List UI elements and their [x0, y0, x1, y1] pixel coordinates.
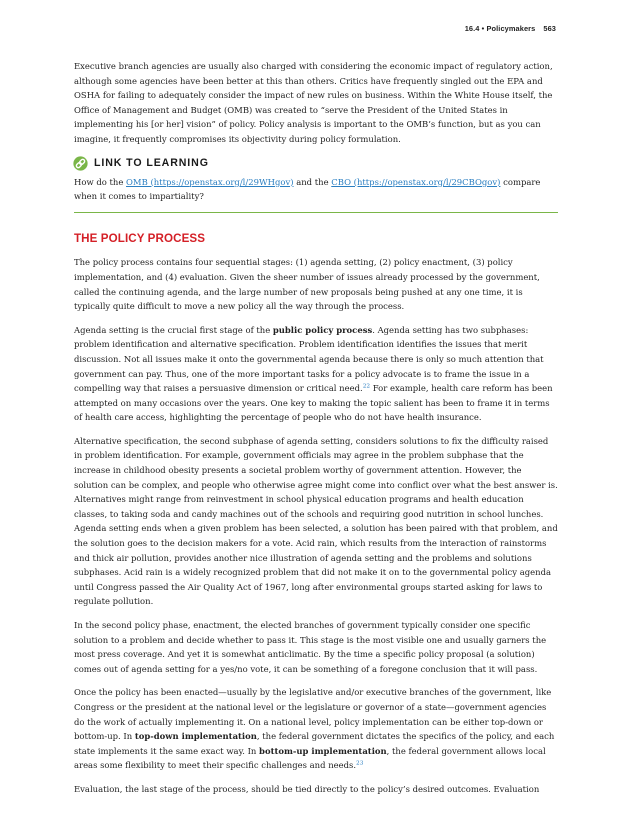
key-term-public-policy-process: public policy process [272, 324, 373, 335]
cbo-link[interactable]: CBO (https://openstax.org/l/29CBOgov) [331, 176, 501, 187]
link-to-learning-text: How do the OMB (https://openstax.org/l/29WHgov) and the CBO (https://openstax.org/l/29CBOgov) compare when it comes to impartiality? [74, 176, 541, 202]
main-content [74, 59, 558, 806]
chapter-section: 16.4 • Policymakers [464, 24, 536, 33]
paragraph-alternative-specification: Alternative specification, the second subphase of agenda setting, considers solutions to fix the difficulty raised in problem identification. For example, government officials may agree in the problem subphase that the increase in childhood obesity presents a societal problem worthy of government attention. However, the solution can be complex, and people who otherwise agree might come into conflict over what the best answer is. Alternatives might range from reinvestment in school physical education programs and health education classes, to taking soda and candy machines out of the schools and requiring good nutrition in school lunches. Agenda setting ends when a given problem has been selected, a solution has been paired with that problem, and the solution goes to the decision makers for a vote. Acid rain, which results from the interaction of rainstorms and thick air pollution, provides another nice illustration of agenda setting and the problems and solutions subphases. Acid rain is a widely recognized problem that did not make it on to the governmental policy agenda until Congress passed the Air Quality Act of 1967, long after environmental groups started asking for laws to regulate pollution. [74, 435, 558, 607]
key-term-top-down: top-down implementation [134, 731, 257, 742]
page-number: 563 [543, 24, 556, 33]
footnote-ref-23[interactable]: 23 [356, 760, 364, 767]
paragraph-evaluation: Evaluation, the last stage of the process, should be tied directly to the policy’s desired outcomes. Evaluation [74, 783, 540, 794]
paragraph-stages: The policy process contains four sequential stages: (1) agenda setting, (2) policy enactment, (3) policy implementation, and (4) evaluation. Given the sheer number of issues already processed by the government, called the continuing agenda, and the large number of new proposals being pushed at any one time, it is typically quite difficult to move a new policy all the way through the process. [74, 257, 540, 312]
link-to-learning-header [73, 156, 558, 172]
link-to-learning-title: LINK TO LEARNING [94, 157, 209, 170]
paragraph-implementation: Once the policy has been enacted—usually by the legislative and/or executive branches of the government, like Congress or the president at the national level or the legislature or governor of a state—government agencies do the work of actually implementing it. On a national level, policy implementation can be either top-down or bottom-up. In top-down implementation, the federal government dictates the specifics of the policy, and each state implements it the same exact way. In bottom-up implementation, the federal government allows local areas some flexibility to meet their specific challenges and needs.$^{23}$ [74, 687, 555, 771]
paragraph-enactment: In the second policy phase, enactment, the elected branches of government typically consider one specific solution to a problem and decide whether to pass it. This stage is the most visible one and usually garners the most press coverage. And yet it is somewhat anticlimatic. By the time a specific policy proposal (a solution) comes out of agenda setting for a yes/no vote, it can be something of a foregone conclusion that it will pass. [74, 620, 547, 674]
omb-link[interactable]: OMB (https://openstax.org/l/29WHgov) [126, 176, 294, 187]
link-to-learning-divider [74, 212, 558, 213]
running-header [465, 24, 556, 33]
key-term-bottom-up: bottom-up implementation [259, 745, 387, 756]
section-title: THE POLICY PROCESS [74, 231, 206, 245]
link-icon [73, 156, 88, 171]
paragraph-agenda-setting: Agenda setting is the crucial first stage of the public policy process. Agenda setting has two subphases: problem identification and alternative specification. Problem identification identifies the issues that merit discussion. Not all issues make it onto the governmental agenda because there is only so much attention that government can pay. Thus, one of the more important tasks for a policy advocate is to frame the issue in a compelling way that raises a persuasive dimension or critical need.$^{22}$ For example, health care reform has been attempted on many occasions over the years. One key to making the topic salient has been to frame it in terms of health care access, highlighting the percentage of people who do not have health insurance. [74, 324, 553, 423]
intro-paragraph: Executive branch agencies are usually also charged with considering the economic impact of regulatory action, although some agencies have been better at this than others. Critics have frequently singled out the EPA and OSHA for failing to adequately consider the impact of new rules on business. Within the White House itself, the Office of Management and Budget (OMB) was created to “serve the President of the United States in implementing his [or her] vision” of policy. Policy analysis is important to the OMB’s function, but as you can imagine, it frequently compromises its objectivity during policy formulation. [74, 61, 553, 144]
footnote-ref-22[interactable]: 22 [362, 383, 371, 390]
